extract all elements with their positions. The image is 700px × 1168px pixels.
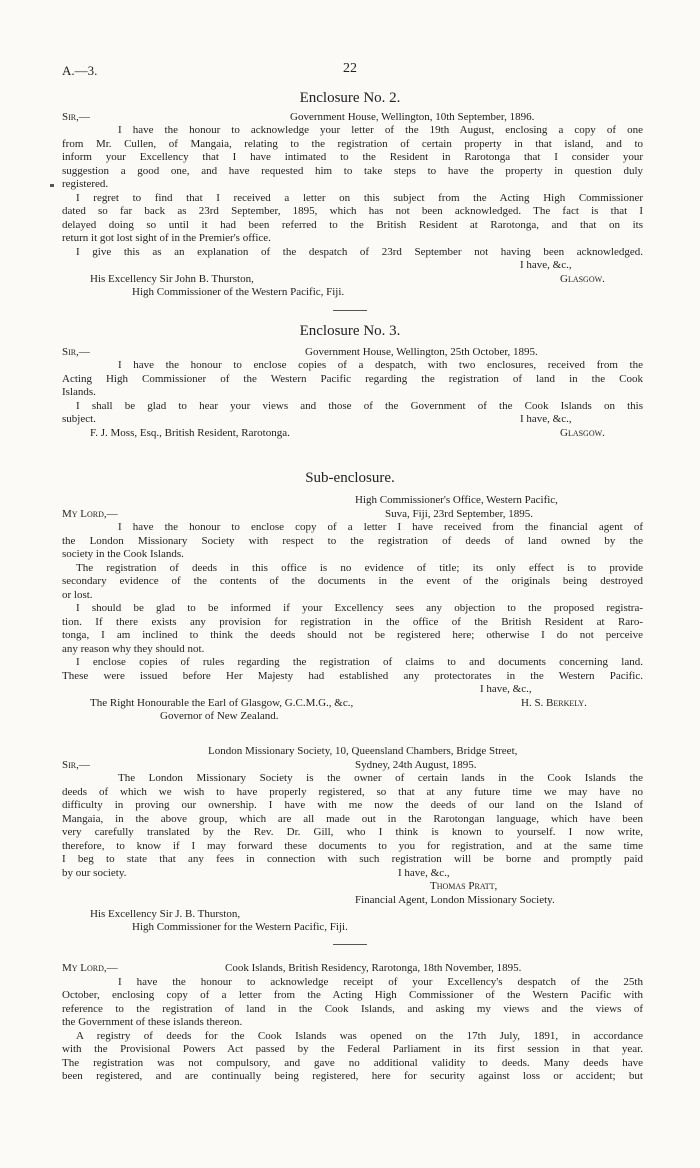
lms-letter-addressee: His Excellency Sir J. B. Thurston, bbox=[90, 908, 241, 920]
lms-letter-line: by our society. bbox=[62, 867, 127, 879]
sub-enclosure-closing: I have, &c., bbox=[480, 683, 532, 695]
enclosure-2-signature: Glasgow. bbox=[560, 273, 605, 285]
lms-letter-line: deeds of which we wish to have properly registered, so that at any future time we may have no bbox=[62, 786, 643, 798]
cook-letter-line: reference to the registration of land in the Cook Islands, and asking my views and the views of bbox=[62, 1003, 643, 1015]
sub-enclosure-line: I enclose copies of rules regarding the registration of claims to and documents concerning land. bbox=[76, 656, 643, 668]
sub-enclosure-place: High Commissioner's Office, Western Pacific, bbox=[355, 494, 558, 506]
sub-enclosure-line: The registration of deeds in this office is no evidence of title; its only effect is to provide bbox=[76, 562, 643, 574]
sub-enclosure-line: tonga, I am inclined to think the deeds should not be registered here; otherwise I do not perceive bbox=[62, 629, 643, 641]
enclosure-2-line: dated so far back as 23rd September, 1895, which has not been acknowledged. The fact is that I bbox=[62, 205, 643, 217]
enclosure-2-line: return it got lost sight of in the Premier's office. bbox=[62, 232, 271, 244]
enclosure-2-line: inform your Excellency that I have intimated to the Resident in Rarotonga that I consider your bbox=[62, 151, 643, 163]
cook-letter-line: October, enclosing copy of a letter from the Acting High Commissioner of the Western Pacific with bbox=[62, 989, 643, 1001]
enclosure-3-line: subject. bbox=[62, 413, 96, 425]
lms-letter-signatory-title: Financial Agent, London Missionary Society. bbox=[355, 894, 555, 906]
sub-enclosure-signature: H. S. Berkely. bbox=[521, 697, 587, 709]
sub-enclosure-line: tion. If there exists any provision for registration in the office of the British Resident at Raro- bbox=[62, 616, 643, 628]
enclosure-3-line: Acting High Commissioner of the Western Pacific regarding the registration of land in the Cook bbox=[62, 373, 643, 385]
sub-enclosure-date: Suva, Fiji, 23rd September, 1895. bbox=[385, 508, 534, 520]
sub-enclosure-line: or lost. bbox=[62, 589, 93, 601]
sub-enclosure-line: I should be glad to be informed if your Excellency sees any objection to the proposed registra- bbox=[76, 602, 643, 614]
lms-letter-signature: Thomas Pratt, bbox=[430, 880, 498, 892]
enclosure-2-line: I have the honour to acknowledge your letter of the 19th August, enclosing a copy of one bbox=[118, 124, 643, 136]
lms-letter-line: Mangaia, in the above group, which are all made out in the Rarotongan language, which have been bbox=[62, 813, 643, 825]
enclosure-2-line: registered. bbox=[62, 178, 109, 190]
sub-enclosure-addressee: The Right Honourable the Earl of Glasgow, G.C.M.G., &c., bbox=[90, 697, 354, 709]
lms-letter-date: Sydney, 24th August, 1895. bbox=[355, 759, 477, 771]
print-mark bbox=[50, 184, 54, 187]
enclosure-2-line: I regret to find that I received a letter on this subject from the Acting High Commissioner bbox=[76, 192, 643, 204]
lms-letter-closing: I have, &c., bbox=[398, 867, 450, 879]
enclosure-2-addressee: His Excellency Sir John B. Thurston, bbox=[90, 273, 254, 285]
enclosure-2-salutation: Sir,— bbox=[62, 111, 90, 123]
enclosure-2-line: from Mr. Cullen, of Mangaia, relating to the registration of certain property in that island, and to bbox=[62, 138, 643, 150]
cook-letter-line: been registered, and are continually being registered, here for security against loss or accident; but bbox=[62, 1070, 643, 1082]
sub-enclosure-title: Sub-enclosure. bbox=[305, 470, 395, 486]
cook-letter-line: The registration was not compulsory, and gave no additional validity to deeds. Many deeds have bbox=[62, 1057, 643, 1069]
section-divider bbox=[333, 944, 367, 945]
cook-letter-line: the Government of these islands thereon. bbox=[62, 1016, 243, 1028]
enclosure-3-signature: Glasgow. bbox=[560, 427, 605, 439]
lms-letter-salutation: Sir,— bbox=[62, 759, 90, 771]
enclosure-3-title: Enclosure No. 3. bbox=[299, 323, 401, 339]
cook-letter-line: A registry of deeds for the Cook Islands was opened on the 17th July, 1891, in accordance bbox=[76, 1030, 643, 1042]
sub-enclosure-line: any reason why they should not. bbox=[62, 643, 205, 655]
enclosure-3-line: I shall be glad to hear your views and those of the Government of the Cook Islands on this bbox=[76, 400, 643, 412]
sub-enclosure-salutation: My Lord,— bbox=[62, 508, 118, 520]
cook-letter-place-date: Cook Islands, British Residency, Rarotonga, 18th November, 1895. bbox=[225, 962, 522, 974]
enclosure-3-place-date: Government House, Wellington, 25th October, 1895. bbox=[305, 346, 538, 358]
sub-enclosure-line: the London Missionary Society with respect to the registration of deeds of land owned by the bbox=[62, 535, 643, 547]
enclosure-3-line: Islands. bbox=[62, 386, 96, 398]
cook-letter-salutation: My Lord,— bbox=[62, 962, 118, 974]
lms-letter-line: very carefully translated by the Rev. Dr. Gill, who I think is known to yourself. I now write, bbox=[62, 826, 643, 838]
sub-enclosure-line: These were issued before Her Majesty had established any protectorates in the Western Pacific. bbox=[62, 670, 643, 682]
enclosure-2-line: suggestion a good one, and have requested him to take steps to have the property in question duly bbox=[62, 165, 643, 177]
lms-letter-line: therefore, to know if I may forward these documents to you for registration, and at the same time bbox=[62, 840, 643, 852]
sub-enclosure-line: secondary evidence of the contents of the documents in the event of the originals being destroyed bbox=[62, 575, 643, 587]
sub-enclosure-addressee: Governor of New Zealand. bbox=[160, 710, 279, 722]
enclosure-3-closing: I have, &c., bbox=[520, 413, 572, 425]
enclosure-2-line: delayed doing so until it had been referred to the British Resident at Rarotonga, and that on its bbox=[62, 219, 643, 231]
enclosure-3-salutation: Sir,— bbox=[62, 346, 90, 358]
cook-letter-line: with the Provisional Powers Act passed by the Federal Parliament in its first session in that year. bbox=[62, 1043, 643, 1055]
cook-letter-line: I have the honour to acknowledge receipt of your Excellency's despatch of the 25th bbox=[118, 976, 643, 988]
enclosure-3-addressee: F. J. Moss, Esq., British Resident, Rarotonga. bbox=[90, 427, 290, 439]
document-reference: A.—3. bbox=[62, 63, 98, 78]
enclosure-3-line: I have the honour to enclose copies of a despatch, with two enclosures, received from the bbox=[118, 359, 643, 371]
section-divider bbox=[333, 310, 367, 311]
lms-letter-line: difficulty in proving our ownership. I have with me now the deeds of our land on the Island of bbox=[62, 799, 643, 811]
page-number: 22 bbox=[343, 61, 357, 76]
enclosure-2-addressee: High Commissioner of the Western Pacific, Fiji. bbox=[132, 286, 345, 298]
sub-enclosure-line: I have the honour to enclose copy of a letter I have received from the financial agent of bbox=[118, 521, 643, 533]
lms-letter-place: London Missionary Society, 10, Queensland Chambers, Bridge Street, bbox=[208, 745, 518, 757]
sub-enclosure-line: society in the Cook Islands. bbox=[62, 548, 184, 560]
enclosure-2-closing: I have, &c., bbox=[520, 259, 572, 271]
lms-letter-addressee: High Commissioner for the Western Pacific, Fiji. bbox=[132, 921, 348, 933]
lms-letter-line: The London Missionary Society is the owner of certain lands in the Cook Islands the bbox=[118, 772, 643, 784]
lms-letter-line: I beg to state that any fees in connection with such registration will be borne and promptly paid bbox=[62, 853, 643, 865]
enclosure-2-place-date: Government House, Wellington, 10th September, 1896. bbox=[290, 111, 535, 123]
enclosure-2-title: Enclosure No. 2. bbox=[299, 90, 401, 106]
enclosure-2-line: I give this as an explanation of the despatch of 23rd September not having been acknowledged. bbox=[76, 246, 643, 258]
